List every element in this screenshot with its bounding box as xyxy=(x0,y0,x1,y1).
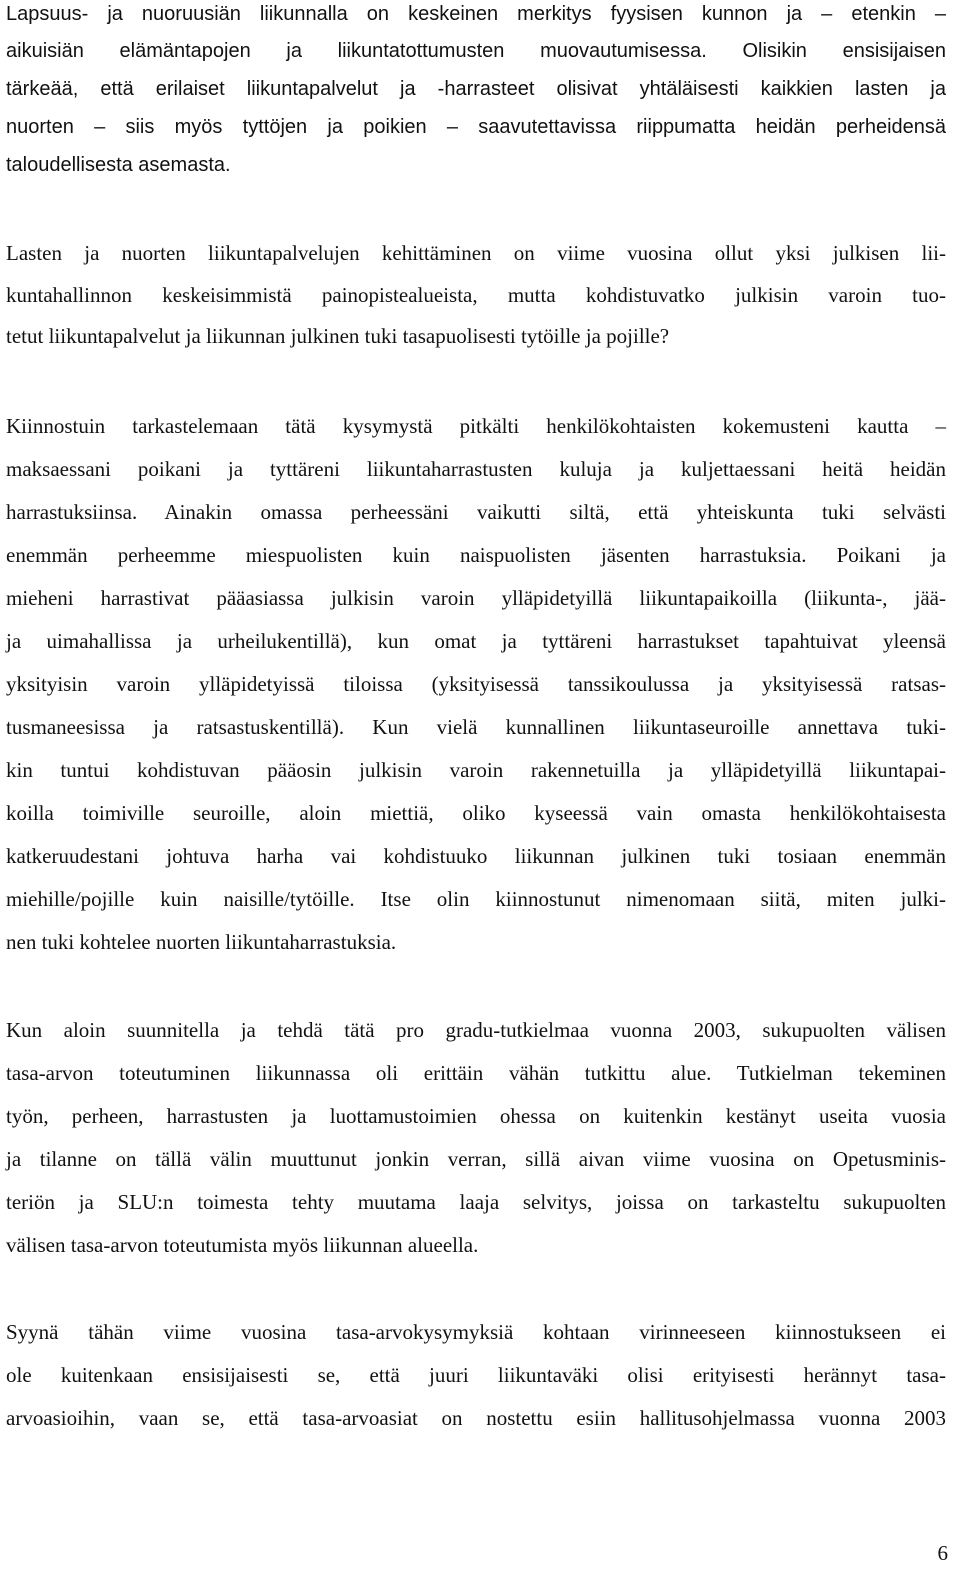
page-number: 6 xyxy=(937,1541,948,1565)
text-line: nuorten – siis myös tyttöjen ja poikien – saavutettavissa riippumatta heidän perheidensä xyxy=(6,116,946,138)
text-line: Lapsuus- ja nuoruusiän liikunnalla on keskeinen merkitys fyysisen kunnon ja – etenkin – xyxy=(6,3,946,25)
text-line: arvoasioihin, vaan se, että tasa-arvoasiat on nostettu esiin hallitusohjelmassa vuonna 2003 xyxy=(6,1406,946,1430)
text-line: tärkeää, että erilaiset liikuntapalvelut ja -harrasteet olisivat yhtäläisesti kaikkien lasten ja xyxy=(6,78,946,100)
text-line: yksityisin varoin ylläpidetyissä tiloissa (yksityisessä tanssikoulussa ja yksityisessä ratsas- xyxy=(6,672,946,696)
text-line: työn, perheen, harrastusten ja luottamustoimien ohessa on kuitenkin kestänyt useita vuosia xyxy=(6,1104,946,1128)
text-line: miehille/pojille kuin naisille/tytöille. Itse olin kiinnostunut nimenomaan siitä, miten julki- xyxy=(6,887,946,911)
text-line: harrastuksiinsa. Ainakin omassa perheessäni vaikutti siltä, että yhteiskunta tuki selvästi xyxy=(6,500,946,524)
text-line: tusmaneesissa ja ratsastuskentillä). Kun vielä kunnallinen liikuntaseuroille annettava tuki- xyxy=(6,715,946,739)
text-line: taloudellisesta asemasta. xyxy=(6,154,231,176)
text-line: ja uimahallissa ja urheilukentillä), kun omat ja tyttäreni harrastukset tapahtuivat yleensä xyxy=(6,629,946,653)
text-line: Syynä tähän viime vuosina tasa-arvokysymyksiä kohtaan virinneeseen kiinnostukseen ei xyxy=(6,1320,946,1344)
text-line: kin tuntui kohdistuvan pääosin julkisin varoin rakennetuilla ja ylläpidetyillä liikuntapai- xyxy=(6,758,946,782)
text-line: ole kuitenkaan ensisijaisesti se, että juuri liikuntaväki olisi erityisesti herännyt tasa- xyxy=(6,1363,946,1387)
text-line: teriön ja SLU:n toimesta tehty muutama laaja selvitys, joissa on tarkasteltu sukupuolten xyxy=(6,1190,946,1214)
text-line: Kun aloin suunnitella ja tehdä tätä pro gradu-tutkielmaa vuonna 2003, sukupuolten välisen xyxy=(6,1018,946,1042)
text-line: ja tilanne on tällä välin muuttunut jonkin verran, sillä aivan viime vuosina on Opetusminis- xyxy=(6,1147,946,1171)
text-line: kuntahallinnon keskeisimmistä painopistealueista, mutta kohdistuvatko julkisin varoin tuo- xyxy=(6,283,946,307)
text-line: aikuisiän elämäntapojen ja liikuntatottumusten muovautumisessa. Olisikin ensisijaisen xyxy=(6,40,946,62)
text-line: Lasten ja nuorten liikuntapalvelujen kehittäminen on viime vuosina ollut yksi julkisen lii- xyxy=(6,241,946,265)
text-line: koilla toimiville seuroille, aloin miettiä, oliko kyseessä vain omasta henkilökohtaisesta xyxy=(6,801,946,825)
text-line: mieheni harrastivat pääasiassa julkisin varoin ylläpidetyillä liikuntapaikoilla (liikunta-, jää- xyxy=(6,586,946,610)
text-line: välisen tasa-arvon toteutumista myös liikunnan alueella. xyxy=(6,1233,479,1257)
text-line: maksaessani poikani ja tyttäreni liikuntaharrastusten kuluja ja kuljettaessani heitä heidän xyxy=(6,457,946,481)
text-line: nen tuki kohtelee nuorten liikuntaharrastuksia. xyxy=(6,930,397,954)
text-line: katkeruudestani johtuva harha vai kohdistuuko liikunnan julkinen tuki tosiaan enemmän xyxy=(6,844,946,868)
text-line: Kiinnostuin tarkastelemaan tätä kysymystä pitkälti henkilökohtaisten kokemusteni kautta – xyxy=(6,414,946,438)
text-line: tasa-arvon toteutuminen liikunnassa oli erittäin vähän tutkittu alue. Tutkielman tekeminen xyxy=(6,1061,946,1085)
text-line: tetut liikuntapalvelut ja liikunnan julkinen tuki tasapuolisesti tytöille ja pojille? xyxy=(6,324,670,348)
text-line: enemmän perheemme miespuolisten kuin naispuolisten jäsenten harrastuksia. Poikani ja xyxy=(6,543,946,567)
